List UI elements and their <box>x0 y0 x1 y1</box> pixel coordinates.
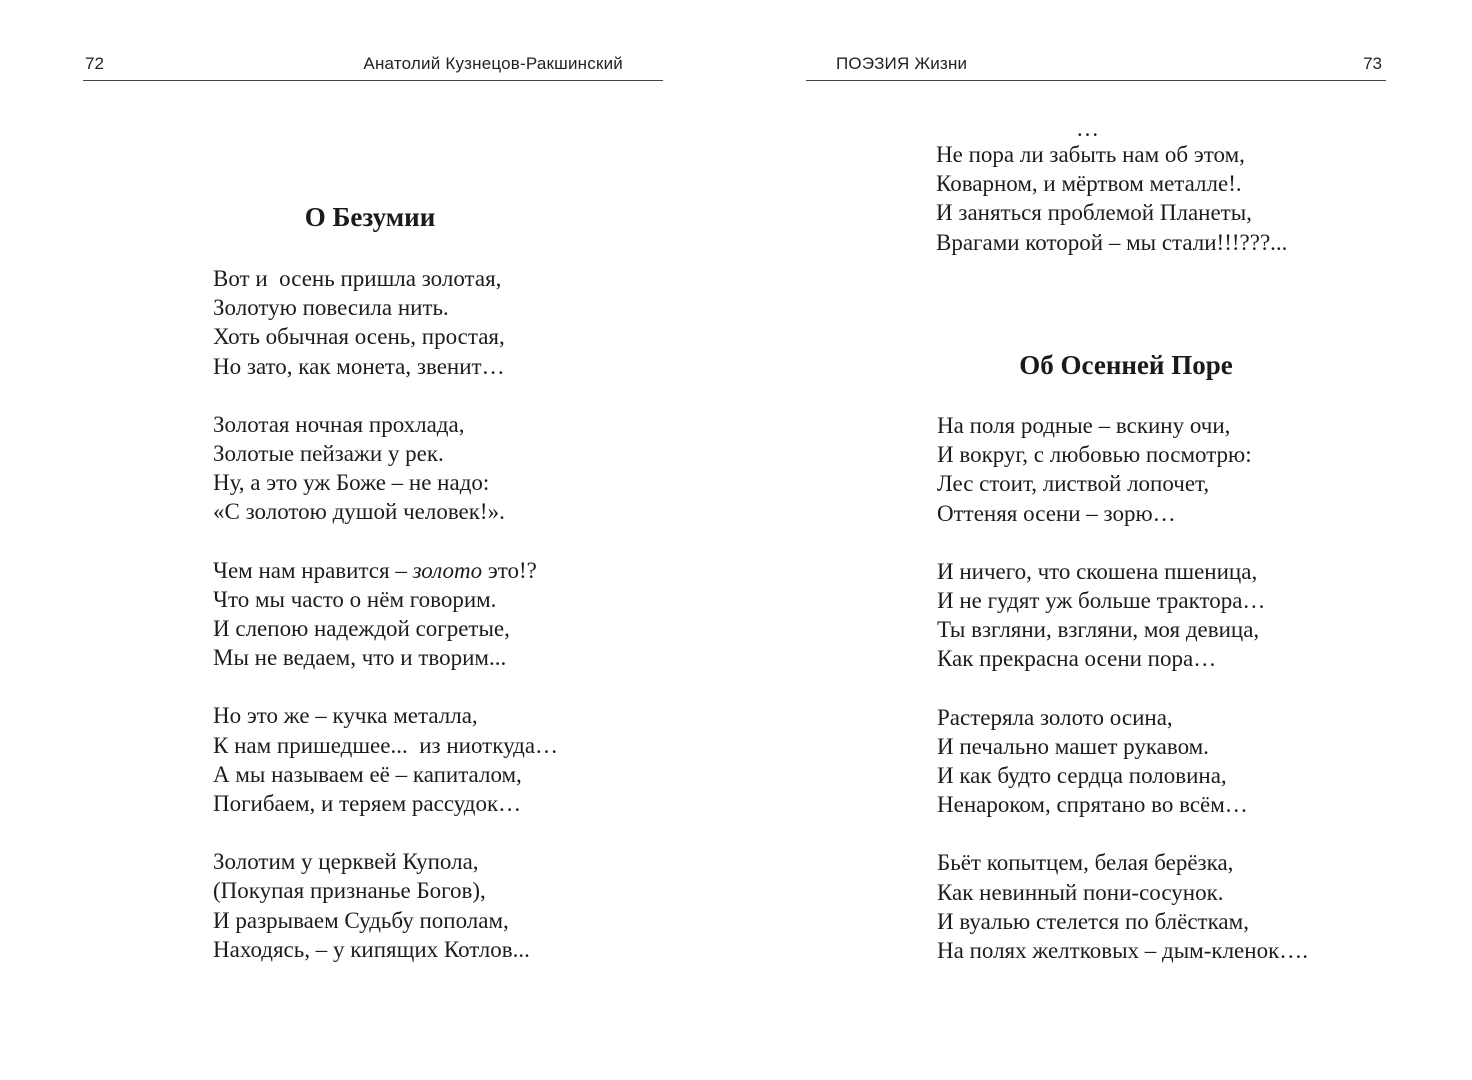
poem-o-bezumii <box>213 264 653 993</box>
poem-line: (Покупая признанье Богов), <box>213 878 486 904</box>
poem-line: Растеряла золото осина, <box>937 704 1173 730</box>
poem-title-o-bezumii: О Безумии <box>304 202 436 232</box>
poem-line: Что мы часто о нём говорим. <box>213 586 497 612</box>
stanza-4 <box>937 848 1407 965</box>
poem-line: Золотую повесила нить. <box>213 295 449 321</box>
poem-line: И печально машет рукавом. <box>937 733 1209 759</box>
poem-line: На полях желтковых – дым-кленок…. <box>937 938 1308 964</box>
stanza-2 <box>937 557 1407 674</box>
poem-line: И вокруг, с любовью посмотрю: <box>937 442 1252 468</box>
right-page <box>736 0 1472 1080</box>
poem-line: Ненароком, спрятано во всём… <box>937 792 1248 818</box>
poem-line: И не гудят уж больше трактора… <box>937 588 1266 614</box>
poem-line-end: это!? <box>482 557 537 583</box>
poem-line: К нам пришедшее... из ниоткуда… <box>213 732 559 758</box>
poem-line: Ну, а это уж Боже – не надо: <box>213 470 490 496</box>
poem-line-with-italic <box>213 556 653 585</box>
stanza-1 <box>213 264 653 381</box>
right-running-header <box>806 54 1386 80</box>
right-header-rule <box>806 80 1386 81</box>
poem-line: И вуалью стелется по блёсткам, <box>937 908 1249 934</box>
stanza-3 <box>213 556 653 673</box>
poem-line: Ты взгляни, взгляни, моя девица, <box>937 617 1260 643</box>
poem-line: Золотые пейзажи у рек. <box>213 441 444 467</box>
left-header-rule <box>83 80 663 81</box>
poem-title-ob-osenney-pore: Об Осенней Поре <box>1019 350 1233 380</box>
poem-line: Как прекрасна осени пора… <box>937 646 1217 672</box>
poem-line: Врагами которой – мы стали!!!???... <box>936 229 1288 255</box>
right-header-title: ПОЭЗИЯ Жизни <box>836 54 968 73</box>
poem-line: И слепою надеждой согретые, <box>213 616 510 642</box>
poem-line: Мы не ведаем, что и творим... <box>213 645 507 671</box>
poem-line: Как невинный пони-сосунок. <box>937 879 1224 905</box>
poem-line: Бьёт копытцем, белая берёзка, <box>937 850 1234 876</box>
poem-line: И разрываем Судьбу пополам, <box>213 907 509 933</box>
poem-continuation <box>936 118 1406 286</box>
left-page-number: 72 <box>85 54 104 73</box>
poem-line: Золотим у церквей Купола, <box>213 849 479 875</box>
poem-line: И как будто сердца половина, <box>937 763 1227 789</box>
stanza-4 <box>213 701 653 818</box>
poem-line: И ничего, что скошена пшеница, <box>937 558 1258 584</box>
poem-line: Лес стоит, листвой лопочет, <box>937 471 1210 497</box>
poem-ob-osenney-pore <box>937 411 1407 994</box>
poem-line: Но это же – кучка металла, <box>213 703 478 729</box>
poem-line: Коварном, и мёртвом металле!. <box>936 171 1242 197</box>
poem-line: Оттеняя осени – зорю… <box>937 500 1176 526</box>
poem-line: Находясь, – у кипящих Котлов... <box>213 936 530 962</box>
italic-word: золото <box>412 557 483 583</box>
stanza-1 <box>937 411 1407 528</box>
stanza-3 <box>937 703 1407 820</box>
poem-line: Хоть обычная осень, простая, <box>213 324 505 350</box>
left-header-title: Анатолий Кузнецов-Ракшинский <box>363 54 623 73</box>
right-page-number: 73 <box>1363 54 1382 73</box>
left-running-header <box>83 54 663 80</box>
poem-line: «С золотою душой человек!». <box>213 499 505 525</box>
poem-line: Вот и осень пришла золотая, <box>213 266 502 291</box>
poem-line-start: Чем нам нравится – <box>213 557 413 583</box>
poem-line: На поля родные – вскину очи, <box>937 413 1231 438</box>
continuation-ellipsis: … <box>1076 116 1099 141</box>
stanza-2 <box>213 410 653 527</box>
poem-line: А мы называем её – капиталом, <box>213 761 522 787</box>
stanza-5 <box>213 847 653 964</box>
poem-line: Но зато, как монета, звенит… <box>213 353 505 379</box>
poem-line: Золотая ночная прохлада, <box>213 411 465 437</box>
poem-line: Погибаем, и теряем рассудок… <box>213 791 522 817</box>
poem-line: Не пора ли забыть нам об этом, <box>936 142 1245 167</box>
continuation-stanza <box>936 140 1406 257</box>
poem-line: И заняться проблемой Планеты, <box>936 200 1252 226</box>
